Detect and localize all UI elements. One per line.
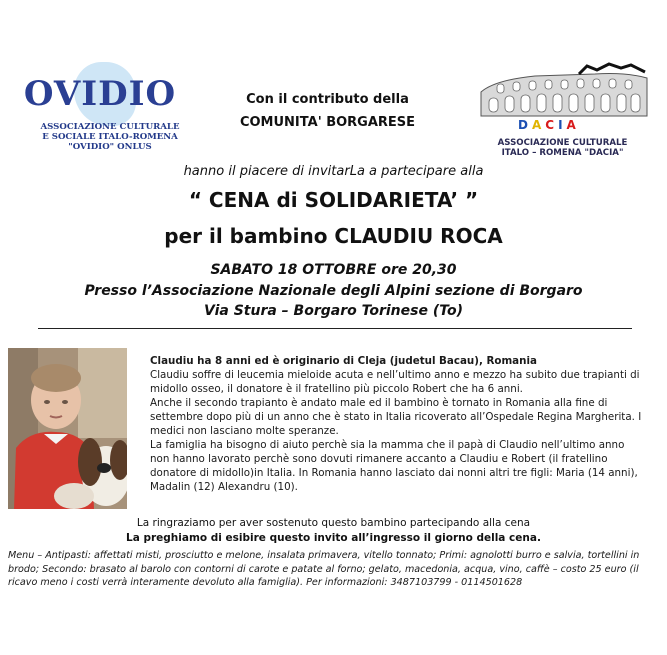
dacia-logo-line2: ITALO – ROMENA "DACIA" bbox=[501, 148, 624, 158]
ovidio-logo-line1: ASSOCIAZIONE CULTURALE bbox=[40, 122, 180, 132]
dacia-logo-line1: ASSOCIAZIONE CULTURALE bbox=[497, 138, 628, 148]
colosseum-icon bbox=[475, 62, 655, 120]
event-subtitle: per il bambino CLAUDIU ROCA bbox=[164, 224, 503, 248]
dacia-letter: I bbox=[558, 118, 567, 132]
story-paragraph-1: Claudiu soffre di leucemia mieloide acuta e nell’ultimo anno e mezzo ha subito due trapianti di midollo osseo, il donatore è il fratellino più piccolo Robert che ha 6 anni. bbox=[150, 369, 640, 395]
dacia-letter: D bbox=[518, 118, 532, 132]
divider bbox=[38, 328, 632, 329]
event-place: Presso l’Associazione Nazionale degli Alpini sezione di Borgaro bbox=[84, 283, 583, 299]
event-date: SABATO 18 OTTOBRE ore 20,30 bbox=[210, 262, 457, 278]
dacia-logo bbox=[470, 62, 660, 162]
present-invite-text: La preghiamo di esibire questo invito all’ingresso il giorno della cena. bbox=[126, 532, 541, 544]
ovidio-logo bbox=[20, 62, 180, 154]
story-paragraph-3: La famiglia ha bisogno di aiuto perchè sia la mamma che il papà di Claudio nell’ultimo anno non hanno lavorato perchè sono dovuti rimanere accanto a Claudiu e Robert (il fratellino donatore di midollo)in Italia. In Romania hanno lasciato dai nonni altri tre figli: Maria (14 anni), Madalin (12) Alexandru (10). bbox=[150, 439, 638, 493]
event-title: “ CENA di SOLIDARIETA’ ” bbox=[188, 188, 479, 212]
child-photo bbox=[8, 348, 127, 509]
dacia-letter: C bbox=[545, 118, 559, 132]
ovidio-logo-word: OVIDIO bbox=[23, 74, 177, 114]
ovidio-logo-line2: E SOCIALE ITALO-ROMENA bbox=[42, 132, 178, 142]
menu-text: Menu – Antipasti: affettati misti, prosciutto e melone, insalata primavera, vitello tonnato; Primi: agnolotti burro e salvia, tortellini in brodo; Secondo: brasato al barolo con contorni di carote e patate al forno; gelato, macedonia, acqua, vino, caffè – costo 25 euro (il ricavo meno i costi verrà interamente devoluto alla famiglia). Per informazioni: 3487103799 - 0114501628 bbox=[8, 550, 640, 588]
event-address: Via Stura – Borgaro Torinese (To) bbox=[204, 303, 463, 319]
dacia-letter: A bbox=[531, 118, 546, 132]
thanks-text: La ringraziamo per aver sostenuto questo bambino partecipando alla cena bbox=[136, 517, 531, 529]
community-name: COMUNITA' BORGARESE bbox=[239, 115, 416, 130]
story-paragraph-2: Anche il secondo trapianto è andato male ed il bambino è tornato in Romania alla fine di settembre dopo più di un anno che è stato in Italia ricoverato all’Ospedale Regina Margherita. I medici non lasciano molte speranze. bbox=[150, 397, 642, 437]
story-block bbox=[150, 354, 645, 494]
dacia-logo-word bbox=[518, 118, 580, 132]
ovidio-logo-line3: "OVIDIO" ONLUS bbox=[68, 142, 152, 152]
story-lead: Claudiu ha 8 anni ed è originario di Cleja (judetul Bacau), Romania bbox=[150, 355, 537, 367]
contribution-text: Con il contributo della bbox=[246, 92, 409, 107]
invite-text: hanno il piacere di invitarLa a partecipare alla bbox=[183, 164, 484, 179]
dacia-letter: A bbox=[566, 118, 580, 132]
